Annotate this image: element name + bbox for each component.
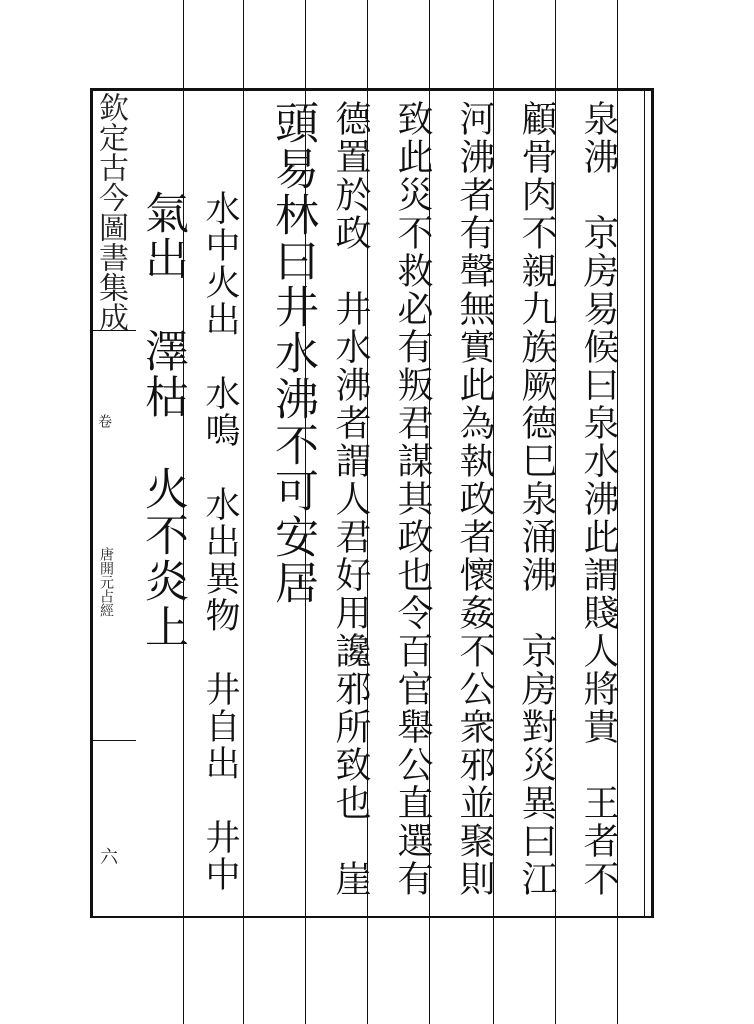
text-column-3: 河沸者有聲無實此為執政者懷姦不公衆邪並聚則 — [454, 100, 495, 898]
margin-book-name: 唐開元占經 — [98, 547, 114, 617]
text-column-1: 泉沸 京房易候曰泉水沸此謂賤人將貴 王者不 — [578, 100, 619, 898]
text-column-7: 水中火出 水鳴 水出異物 井自出 井中 — [200, 190, 240, 893]
text-column-5: 德置於政 井水沸者謂人君好用讒邪所致也 崖 — [330, 100, 371, 898]
fishtail-divider — [92, 330, 136, 331]
margin-book-title: 欽定古今圖書集成 — [93, 92, 128, 332]
margin-page-number: 六 — [97, 847, 118, 865]
text-column-4: 致此災不救必有叛君謀其政也令百官舉公直選有 — [392, 100, 433, 898]
text-column-2: 顧骨肉不親九族厥德巳泉涌沸 京房對災異曰江 — [516, 100, 557, 898]
fishtail-divider — [92, 740, 136, 741]
text-column-8: 氣出 澤枯 火不炎上 — [137, 190, 188, 650]
margin-juan-label: 卷 — [96, 414, 112, 428]
page-margin — [93, 92, 133, 912]
frame-inner-border — [644, 91, 645, 916]
text-column-6: 頭易林曰井水沸不可安居 — [267, 100, 318, 606]
